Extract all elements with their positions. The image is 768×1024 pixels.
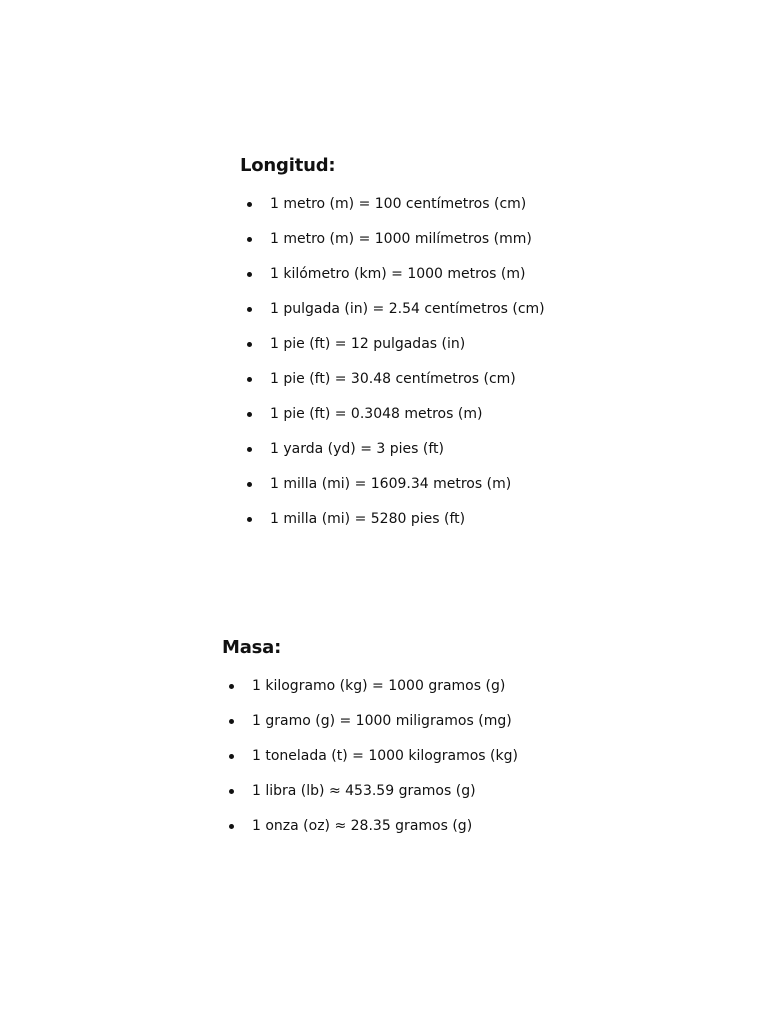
bullet-icon (247, 272, 252, 277)
list-item-text: 1 metro (m) = 100 centímetros (cm) (270, 196, 527, 212)
list-item (240, 432, 545, 467)
list-item-text: 1 pie (ft) = 30.48 centímetros (cm) (270, 371, 516, 387)
list-item (240, 187, 545, 222)
bullet-icon (229, 789, 234, 794)
bullet-icon (247, 447, 252, 452)
list-item-text: 1 milla (mi) = 5280 pies (ft) (270, 511, 466, 527)
bullet-icon (229, 684, 234, 689)
bullet-icon (247, 482, 252, 487)
list-item-text: 1 kilómetro (km) = 1000 metros (m) (270, 266, 526, 282)
bullet-icon (247, 517, 252, 522)
list-item (222, 774, 518, 809)
bullet-icon (247, 412, 252, 417)
list-item (240, 467, 545, 502)
list-item-text: 1 gramo (g) = 1000 miligramos (mg) (252, 713, 512, 729)
list-item-text: 1 milla (mi) = 1609.34 metros (m) (270, 476, 512, 492)
list-item (240, 362, 545, 397)
list-item (240, 222, 545, 257)
list-item (222, 739, 518, 774)
list-item-text: 1 libra (lb) ≈ 453.59 gramos (g) (252, 783, 476, 799)
list-item (222, 704, 518, 739)
list-item-text: 1 metro (m) = 1000 milímetros (mm) (270, 231, 532, 247)
list-item (240, 502, 545, 537)
conversion-list-longitud (240, 187, 545, 537)
list-item (222, 809, 518, 844)
list-item-text: 1 pie (ft) = 12 pulgadas (in) (270, 336, 466, 352)
list-item (240, 257, 545, 292)
bullet-icon (229, 719, 234, 724)
conversion-list-masa (222, 669, 518, 844)
bullet-icon (229, 754, 234, 759)
list-item (240, 327, 545, 362)
bullet-icon (229, 824, 234, 829)
bullet-icon (247, 377, 252, 382)
list-item (240, 397, 545, 432)
bullet-icon (247, 202, 252, 207)
list-item (240, 292, 545, 327)
section-heading-longitud: Longitud: (240, 155, 336, 176)
list-item (222, 669, 518, 704)
list-item-text: 1 pie (ft) = 0.3048 metros (m) (270, 406, 483, 422)
list-item-text: 1 onza (oz) ≈ 28.35 gramos (g) (252, 818, 473, 834)
list-item-text: 1 tonelada (t) = 1000 kilogramos (kg) (252, 748, 518, 764)
section-longitud (240, 152, 545, 537)
bullet-icon (247, 307, 252, 312)
list-item-text: 1 yarda (yd) = 3 pies (ft) (270, 441, 444, 457)
list-item-text: 1 pulgada (in) = 2.54 centímetros (cm) (270, 301, 545, 317)
section-masa (222, 634, 518, 844)
bullet-icon (247, 342, 252, 347)
list-item-text: 1 kilogramo (kg) = 1000 gramos (g) (252, 678, 506, 694)
bullet-icon (247, 237, 252, 242)
section-heading-masa: Masa: (222, 637, 282, 658)
